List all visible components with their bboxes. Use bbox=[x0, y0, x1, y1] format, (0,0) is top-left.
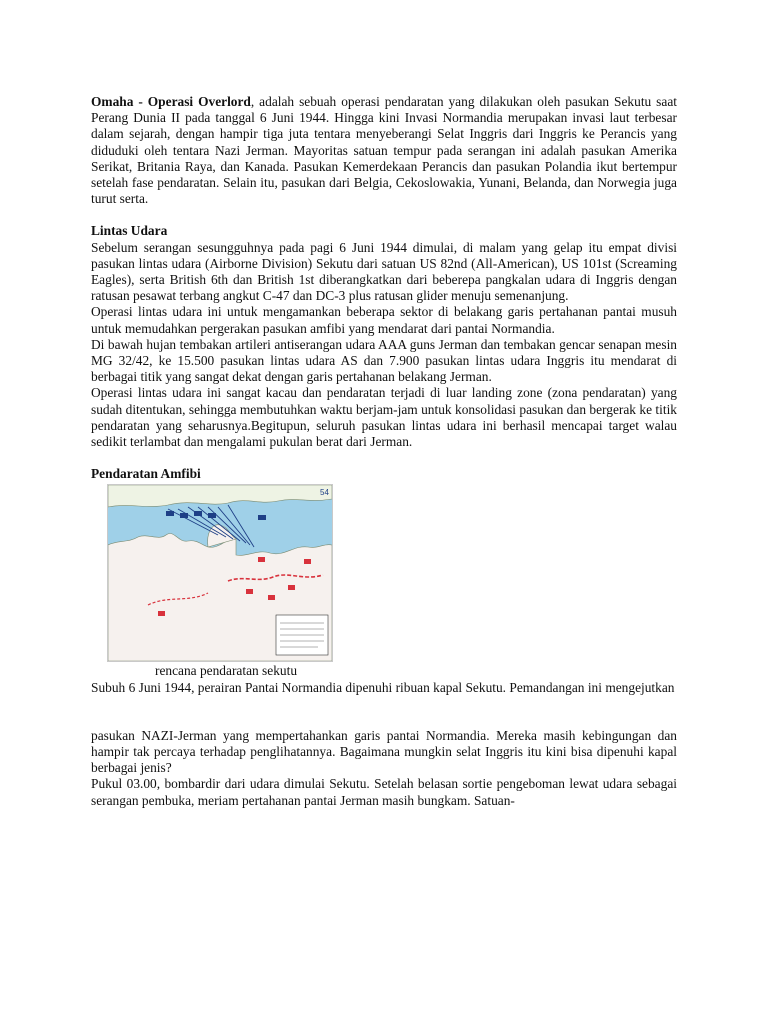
pendaratan-amfibi-paragraph-2: pasukan NAZI-Jerman yang mempertahankan garis pantai Normandia. Mereka masih kebingungan dan hampir tak percaya terhadap penglihatannya. Bagaimana mungkin selat Inggris itu kini bisa dipenuhi kapal berbagai jenis? bbox=[91, 727, 677, 776]
lintas-udara-paragraph-1: Sebelum serangan sesungguhnya pada pagi 6 Juni 1944 dimulai, di malam yang gelap itu empat divisi pasukan lintas udara (Airborne Division) Sekutu dari satuan US 82nd (All-American), US 101st (Screaming Eagles), serta British 6th dan British 1st diberangkatkan dari beberepa pangkalan udara di Inggris dengan ratusan pesawat terbang angkut C-47 dan DC-3 plus ratusan glider menuju semenanjung. bbox=[91, 239, 677, 304]
intro-bold-lead: Omaha - Operasi Overlord bbox=[91, 94, 251, 109]
lintas-udara-paragraph-3: Di bawah hujan tembakan artileri antiserangan udara AAA guns Jerman dan tembakan gencar senapan mesin MG 32/42, ke 15.500 pasukan lintas udara AS dan 7.900 pasukan lintas udara Inggris itu mendarat di berbagai titik yang sangat dekat dengan garis pertahanan belakang Jerman. bbox=[91, 336, 677, 385]
document-body bbox=[91, 94, 677, 809]
lintas-udara-paragraph-4: Operasi lintas udara ini sangat kacau dan pendaratan terjadi di luar landing zone (zona pendaratan) yang sudah ditentukan, sehingga membutuhkan waktu berjam-jam untuk konsolidasi pasukan dan bergerak ke titik pendaratan yang seharusnya.Begitupun, seluruh pasukan lintas udara ini berhasil mencapai target walau sedikit terlambat dan mengalami pukulan berat dari Jerman. bbox=[91, 385, 677, 450]
intro-paragraph bbox=[91, 94, 677, 207]
figure-caption: rencana pendaratan sekutu bbox=[155, 663, 298, 679]
map-figure bbox=[107, 484, 332, 679]
section-heading-pendaratan-amfibi: Pendaratan Amfibi bbox=[91, 466, 201, 482]
lintas-udara-paragraph-2: Operasi lintas udara ini untuk mengamankan beberapa sektor di belakang garis pertahanan pantai musuh untuk memudahkan pergerakan pasukan amfibi yang mendarat dari pantai Normandia. bbox=[91, 304, 677, 336]
intro-text: , adalah sebuah operasi pendaratan yang dilakukan oleh pasukan Sekutu saat Perang Dunia II pada tanggal 6 Juni 1944. Hingga kini Invasi Normandia merupakan invasi laut terbesar dalam sejarah, dengan hampir tiga juta tentara menyeberangi Selat Inggris dari Inggris ke Perancis yang diduduki oleh tentara Nazi Jerman. Mayoritas satuan tempur pada serangan ini adalah pasukan Amerika Serikat, Britania Raya, dan Kanada. Pasukan Kemerdekaan Perancis dan pasukan Polandia ikut bertempur setelah fase pendaratan. Selain itu, pasukan dari Belgia, Cekoslowakia, Yunani, Belanda, dan Norwegia juga turut serta. bbox=[91, 94, 677, 207]
map-number: 54 bbox=[320, 488, 329, 498]
normandy-landing-map bbox=[107, 484, 333, 662]
pendaratan-amfibi-paragraph-3: Pukul 03.00, bombardir dari udara dimulai Sekutu. Setelah belasan sortie pengeboman lewat udara sebagai serangan pembuka, meriam pertahanan pantai Jerman masih bungkam. Satuan- bbox=[91, 776, 677, 808]
section-heading-lintas-udara: Lintas Udara bbox=[91, 223, 168, 239]
pendaratan-amfibi-paragraph-1: Subuh 6 Juni 1944, perairan Pantai Normandia dipenuhi ribuan kapal Sekutu. Pemandangan ini mengejutkan bbox=[91, 679, 675, 695]
